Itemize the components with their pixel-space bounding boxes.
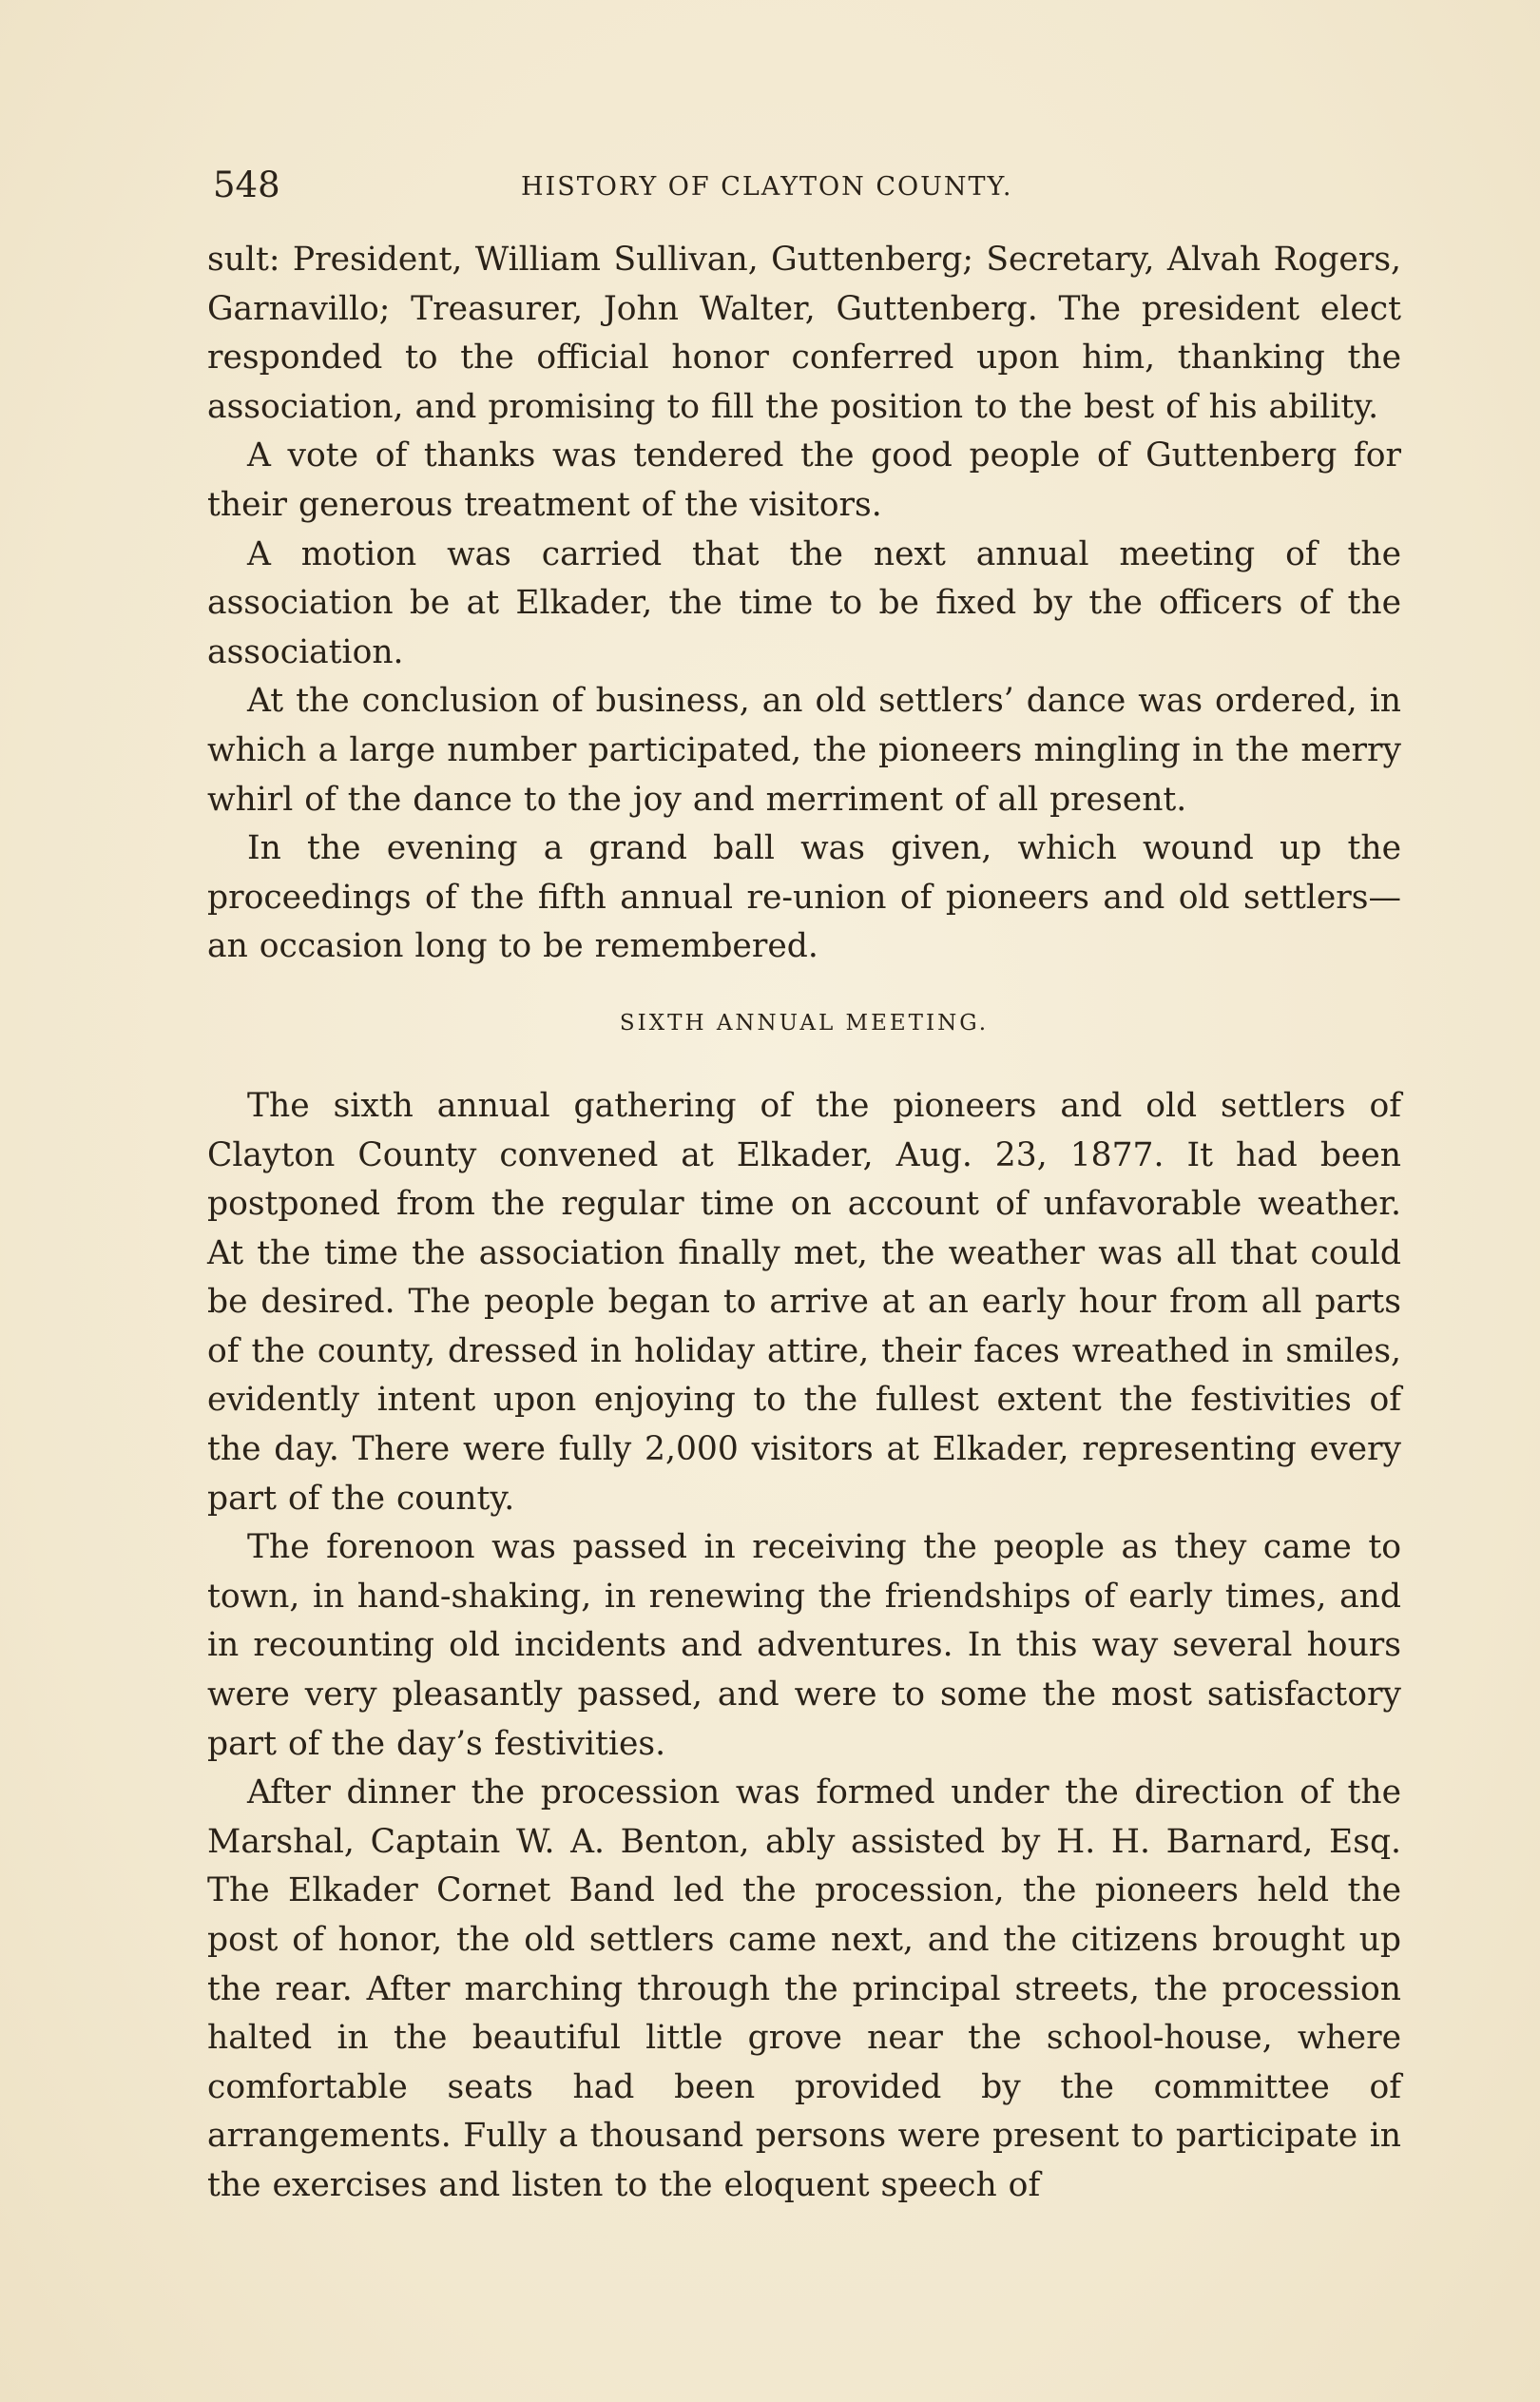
paragraph: A vote of thanks was tendered the good people of Guttenberg for their generous treatment of the visitors. [207,436,1401,524]
paragraph: After dinner the procession was formed under the direction of the Marshal, Captain W. A. Benton, ably assisted by H. H. Barnard, Esq. The Elkader Cornet Band led the procession, the pioneers held the post of honor, the old settlers came next, and the citizens brought up the rear. After marching through the principal streets, the procession halted in the beautiful little grove near the school-house, where comfortable seats had been provided by the committee of arrangements. Fully a thousand persons were present to participate in the exercises and listen to the eloquent speech of [207,1773,1401,2204]
paragraph: The forenoon was passed in receiving the people as they came to town, in hand-shaking, in renewing the friendships of early times, and in recounting old incidents and adventures. In this way several hours were very pleasantly passed, and were to some the most satisfactory part of the day’s festivities. [207,1528,1401,1763]
paragraph: A motion was carried that the next annual meeting of the association be at Elkader, the time to be fixed by the officers of the association. [207,534,1401,671]
body-text [207,236,1401,2211]
paragraph: sult: President, William Sullivan, Guttenberg; Secretary, Alvah Rogers, Garnavillo; Treasurer, John Walter, Guttenberg. The president elect responded to the official honor conferred upon him, thanking the association, and promising to fill the position to the best of his ability. [207,241,1401,426]
page-number: 548 [213,165,280,205]
paragraph: The sixth annual gathering of the pioneers and old settlers of Clayton County convened at Elkader, Aug. 23, 1877. It had been postponed from the regular time on account of unfavorable weather. At the time the association finally met, the weather was all that could be desired. The people began to arrive at an early hour from all parts of the county, dressed in holiday attire, their faces wreathed in smiles, evidently intent upon enjoying to the fullest extent the festivities of the day. There were fully 2,000 visitors at Elkader, representing every part of the county. [207,1086,1401,1518]
paragraph: At the conclusion of business, an old settlers’ dance was ordered, in which a large number participated, the pioneers mingling in the merry whirl of the dance to the joy and merriment of all present. [207,682,1401,819]
section-heading: SIXTH ANNUAL MEETING. [619,1010,990,1036]
page-header [207,162,1405,209]
running-title: HISTORY OF CLAYTON COUNTY. [521,172,1013,202]
paragraph: In the evening a grand ball was given, which wound up the proceedings of the fifth annual re-union of pioneers and old settlers—an occasion long to be remembered. [207,829,1401,966]
